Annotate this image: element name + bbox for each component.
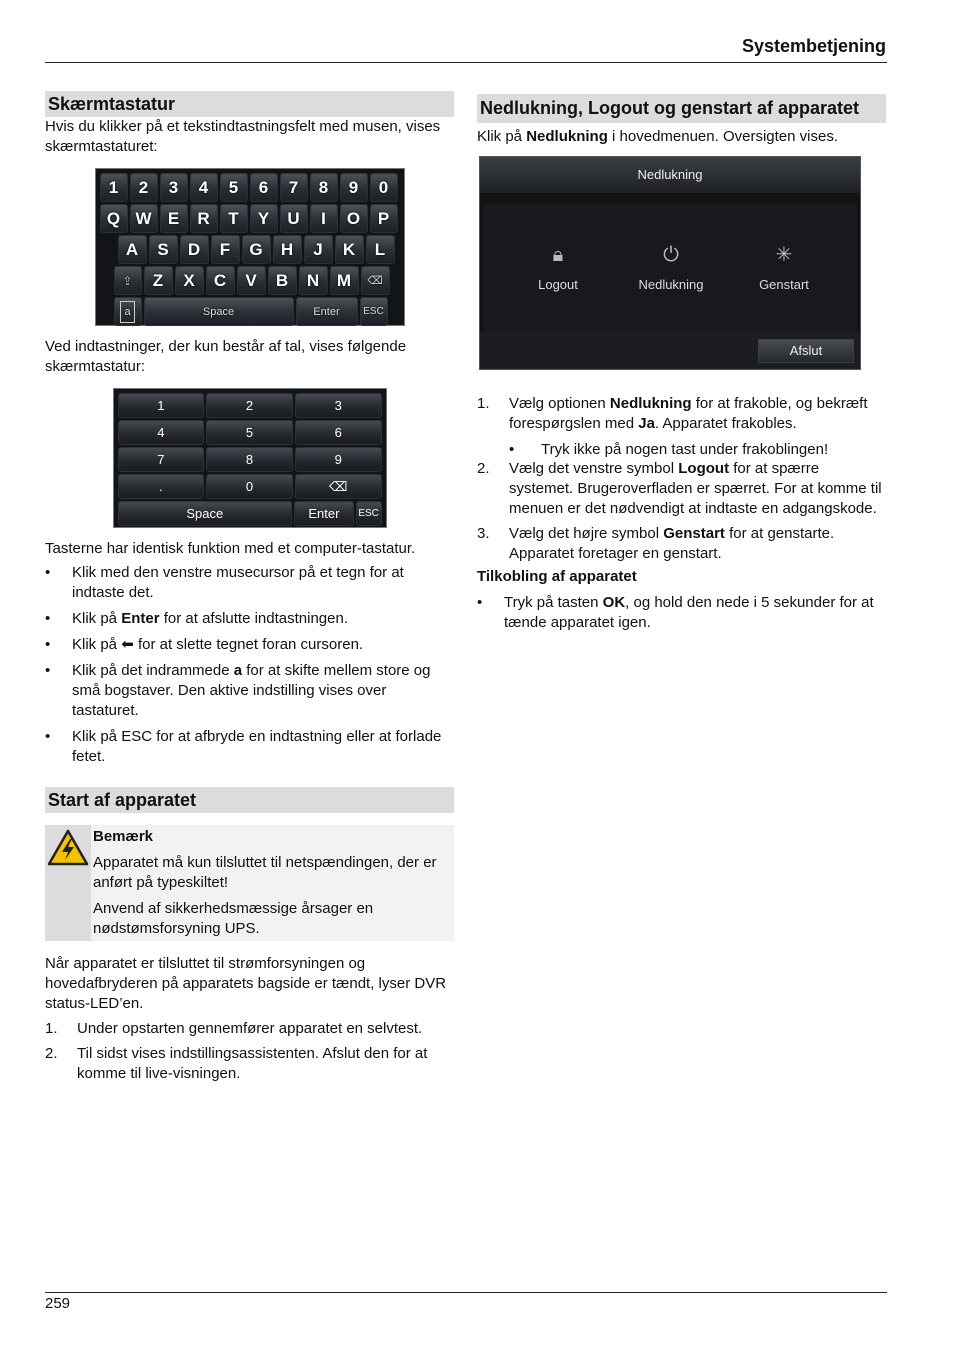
bullet-text: for at slette tegnet foran cursoren. — [133, 636, 364, 653]
keyboard-key: M — [330, 266, 359, 295]
keyboard-bullet-list — [45, 563, 454, 767]
step-text: for at spærre systemet. Brugeroverfladen er spærret. For at komme til menuen er det nødvendigt at indtaste en adgangskode. — [509, 460, 882, 517]
backspace-icon: ⌫ — [361, 266, 390, 295]
step-number: 2. — [45, 1045, 58, 1062]
step-sub-list — [509, 440, 886, 460]
caps-icon: ⇪ — [114, 266, 142, 295]
numpad-backspace-icon: ⌫ — [295, 474, 382, 499]
numpad-row — [118, 474, 382, 499]
numpad-key: 8 — [206, 447, 293, 472]
dialog-title: Nedlukning — [480, 157, 860, 193]
keyboard-key: E — [160, 204, 188, 233]
keyboard-key: J — [304, 235, 333, 264]
bullet-text: Klik på — [72, 636, 122, 653]
keyboard-key: 7 — [280, 173, 308, 202]
left-column — [45, 91, 454, 1089]
keyboard-key: W — [130, 204, 158, 233]
list-item — [45, 635, 454, 655]
section-heading-shutdown: Nedlukning, Logout og genstart af apparatet — [477, 94, 886, 123]
keyboard-key: V — [237, 266, 266, 295]
numpad-key: 7 — [118, 447, 205, 472]
lock-icon: 🔒︎ — [552, 244, 564, 266]
keyboard-key: A — [118, 235, 147, 264]
note-paragraph-2: Anvend af sikkerhedsmæssige årsager en nødstømsforsyning UPS. — [93, 900, 374, 937]
shutdown-label: Nedlukning — [638, 277, 704, 292]
numpad-key: 3 — [295, 393, 382, 418]
step-text: for at genstarte. Apparatet foretager en genstart. — [509, 525, 835, 562]
numpad-row — [118, 393, 382, 418]
intro-text: i hovedmenuen. Oversigten vises. — [607, 128, 838, 145]
keyboard-function-text: Tasterne har identisk funktion med et computer-tastatur. — [45, 540, 416, 557]
power-on-subheading: Tilkobling af apparatet — [477, 568, 637, 585]
numpad-row — [118, 447, 382, 472]
keyboard-key: H — [273, 235, 302, 264]
keyboard-key: 1 — [100, 173, 128, 202]
keyboard-row-asdf — [100, 235, 400, 264]
keyboard-key: 6 — [250, 173, 278, 202]
keyboard-row-digits — [100, 173, 400, 202]
startup-paragraph: Når apparatet er tilsluttet til strømforsyningen og hovedafbryderen på apparatets bagside er tændt, lyser DVR status-LED’en. — [45, 955, 447, 1012]
right-column — [477, 94, 886, 639]
keyboard-row-zxcv — [100, 266, 400, 295]
step-text: Til sidst vises indstillingsassistenten. Afslut den for at komme til live-visningen. — [77, 1045, 428, 1082]
shutdown-option — [616, 243, 726, 295]
onscreen-keyboard-image — [95, 168, 405, 326]
numpad-key: 1 — [118, 393, 205, 418]
keyboard-key: U — [280, 204, 308, 233]
note-content — [91, 825, 454, 941]
logout-option — [503, 243, 613, 295]
dialog-body — [483, 203, 857, 333]
keyboard-key: D — [180, 235, 209, 264]
keyboard-row-bottom — [100, 297, 400, 326]
keyboard-row-qwerty — [100, 204, 400, 233]
note-paragraph-1: Apparatet må kun tilsluttet til netspændingen, der er anført på typeskiltet! — [93, 854, 437, 891]
keyboard-key: 4 — [190, 173, 218, 202]
numpad-key: 6 — [295, 420, 382, 445]
esc-key: ESC — [360, 297, 388, 326]
keyboard-key: 2 — [130, 173, 158, 202]
keyboard-key: 3 — [160, 173, 188, 202]
numpad-grid — [118, 393, 382, 499]
keyboard-key: T — [220, 204, 248, 233]
keyboard-key: P — [370, 204, 398, 233]
shutdown-dialog-image — [479, 156, 861, 370]
power-on-list — [477, 593, 886, 633]
intro-text: Klik på — [477, 128, 527, 145]
restart-label: Genstart — [759, 277, 809, 292]
keyboard-key: K — [335, 235, 364, 264]
numpad-key: . — [118, 474, 205, 499]
bullet-bold: Enter — [121, 610, 160, 627]
keyboard-key: 5 — [220, 173, 248, 202]
shift-key — [114, 297, 142, 326]
step-number: 1. — [45, 1020, 58, 1037]
keyboard-key: N — [299, 266, 328, 295]
list-item — [45, 1019, 454, 1039]
list-item — [45, 661, 454, 721]
keyboard-key: 0 — [370, 173, 398, 202]
keyboard-key: B — [268, 266, 297, 295]
numpad-key: 5 — [206, 420, 293, 445]
step-bold: Nedlukning — [609, 395, 692, 412]
note-box — [45, 825, 454, 941]
note-icon-column — [45, 825, 91, 941]
keyboard-key: G — [242, 235, 271, 264]
bullet-bold: a — [233, 662, 243, 679]
step-number: 1. — [477, 395, 490, 412]
bullet-text: Klik på ESC for at afbryde en indtastning eller at forlade fetet. — [72, 728, 442, 765]
keyboard-intro: Hvis du klikker på et tekstindtastningsfelt med musen, vises skærmtastaturet: — [45, 118, 441, 155]
numeric-keyboard-intro: Ved indtastninger, der kun består af tal, vises følgende skærmtastatur: — [45, 338, 407, 375]
shutdown-steps — [477, 394, 886, 564]
restart-option — [729, 243, 839, 295]
step-bold: Genstart — [663, 525, 725, 542]
keyboard-key: I — [310, 204, 338, 233]
bullet-text: Tryk på tasten — [504, 594, 603, 611]
keyboard-key: C — [206, 266, 235, 295]
bullet-bold: OK — [602, 594, 626, 611]
page-number: 259 — [45, 1295, 71, 1312]
footer-rule — [45, 1292, 887, 1293]
bullet-text: Klik på — [72, 610, 122, 627]
shutdown-intro — [477, 127, 886, 147]
numpad-space-key: Space — [118, 501, 293, 526]
page-header-title: Systembetjening — [741, 36, 886, 56]
keyboard-key: F — [211, 235, 240, 264]
keyboard-key: X — [175, 266, 204, 295]
bullet-text: for at afslutte indtastningen. — [159, 610, 348, 627]
bullet-text: for at skifte mellem store og små bogstaver. Den aktive indstilling vises over tastaturet. — [72, 662, 431, 719]
keyboard-key: Y — [250, 204, 278, 233]
dialog-footer — [480, 333, 860, 369]
keyboard-key: 8 — [310, 173, 338, 202]
numpad-key: 9 — [295, 447, 382, 472]
logout-label: Logout — [538, 277, 578, 292]
step-sub-text: Tryk ikke på nogen tast under frakoblingen! — [541, 441, 829, 458]
numpad-key: 4 — [118, 420, 205, 445]
shift-key-label: a — [120, 301, 134, 323]
list-item — [509, 440, 886, 460]
list-item — [477, 593, 886, 633]
keyboard-key: O — [340, 204, 368, 233]
backspace-arrow-icon: ⬅ — [121, 636, 134, 653]
section-heading-skaermtastatur: Skærmtastatur — [45, 91, 454, 117]
list-item — [45, 563, 454, 603]
space-key: Space — [144, 297, 294, 326]
step-text: Vælg det venstre symbol — [509, 460, 679, 477]
keyboard-key: S — [149, 235, 178, 264]
list-item — [477, 394, 886, 460]
bullet-text: Klik med den venstre musecursor på et tegn for at indtaste det. — [72, 564, 404, 601]
dialog-exit-button: Afslut — [758, 339, 854, 363]
note-title: Bemærk — [93, 828, 154, 845]
numpad-key: 2 — [206, 393, 293, 418]
list-item — [477, 524, 886, 564]
list-item — [45, 727, 454, 767]
header-rule — [45, 62, 887, 63]
list-item — [45, 609, 454, 629]
keyboard-key: Q — [100, 204, 128, 233]
bullet-text: Klik på det indrammede — [72, 662, 234, 679]
list-item — [45, 1044, 454, 1084]
numpad-row — [118, 420, 382, 445]
startup-steps — [45, 1019, 454, 1084]
loading-spinner-icon: ✳ — [775, 244, 793, 266]
numpad-key: 0 — [206, 474, 293, 499]
step-bold: Logout — [678, 460, 730, 477]
keyboard-key: 9 — [340, 173, 368, 202]
section-heading-start: Start af apparatet — [45, 787, 454, 813]
keyboard-key: Z — [144, 266, 173, 295]
step-text: . Apparatet frakobles. — [654, 415, 797, 432]
keyboard-key: L — [366, 235, 395, 264]
high-voltage-warning-icon — [47, 829, 89, 867]
step-text: Under opstarten gennemfører apparatet en selvtest. — [77, 1020, 423, 1037]
power-icon: ⏻ — [663, 244, 679, 266]
bullet-text: , og hold den nede i 5 sekunder for at tænde apparatet igen. — [504, 594, 874, 631]
step-number: 2. — [477, 460, 490, 477]
list-item — [477, 459, 886, 519]
step-text: for at frakoble, og bekræft forespørgslen med — [509, 395, 868, 432]
numpad-esc-key: ESC — [356, 501, 382, 526]
step-bold: Ja — [638, 415, 655, 432]
numpad-row-bottom — [118, 501, 382, 526]
step-number: 3. — [477, 525, 490, 542]
enter-key: Enter — [296, 297, 358, 326]
step-text: Vælg det højre symbol — [509, 525, 664, 542]
numeric-keyboard-image — [113, 388, 387, 528]
keyboard-key: R — [190, 204, 218, 233]
intro-bold: Nedlukning — [526, 128, 608, 145]
step-text: Vælg optionen — [509, 395, 610, 412]
numpad-enter-key: Enter — [294, 501, 354, 526]
